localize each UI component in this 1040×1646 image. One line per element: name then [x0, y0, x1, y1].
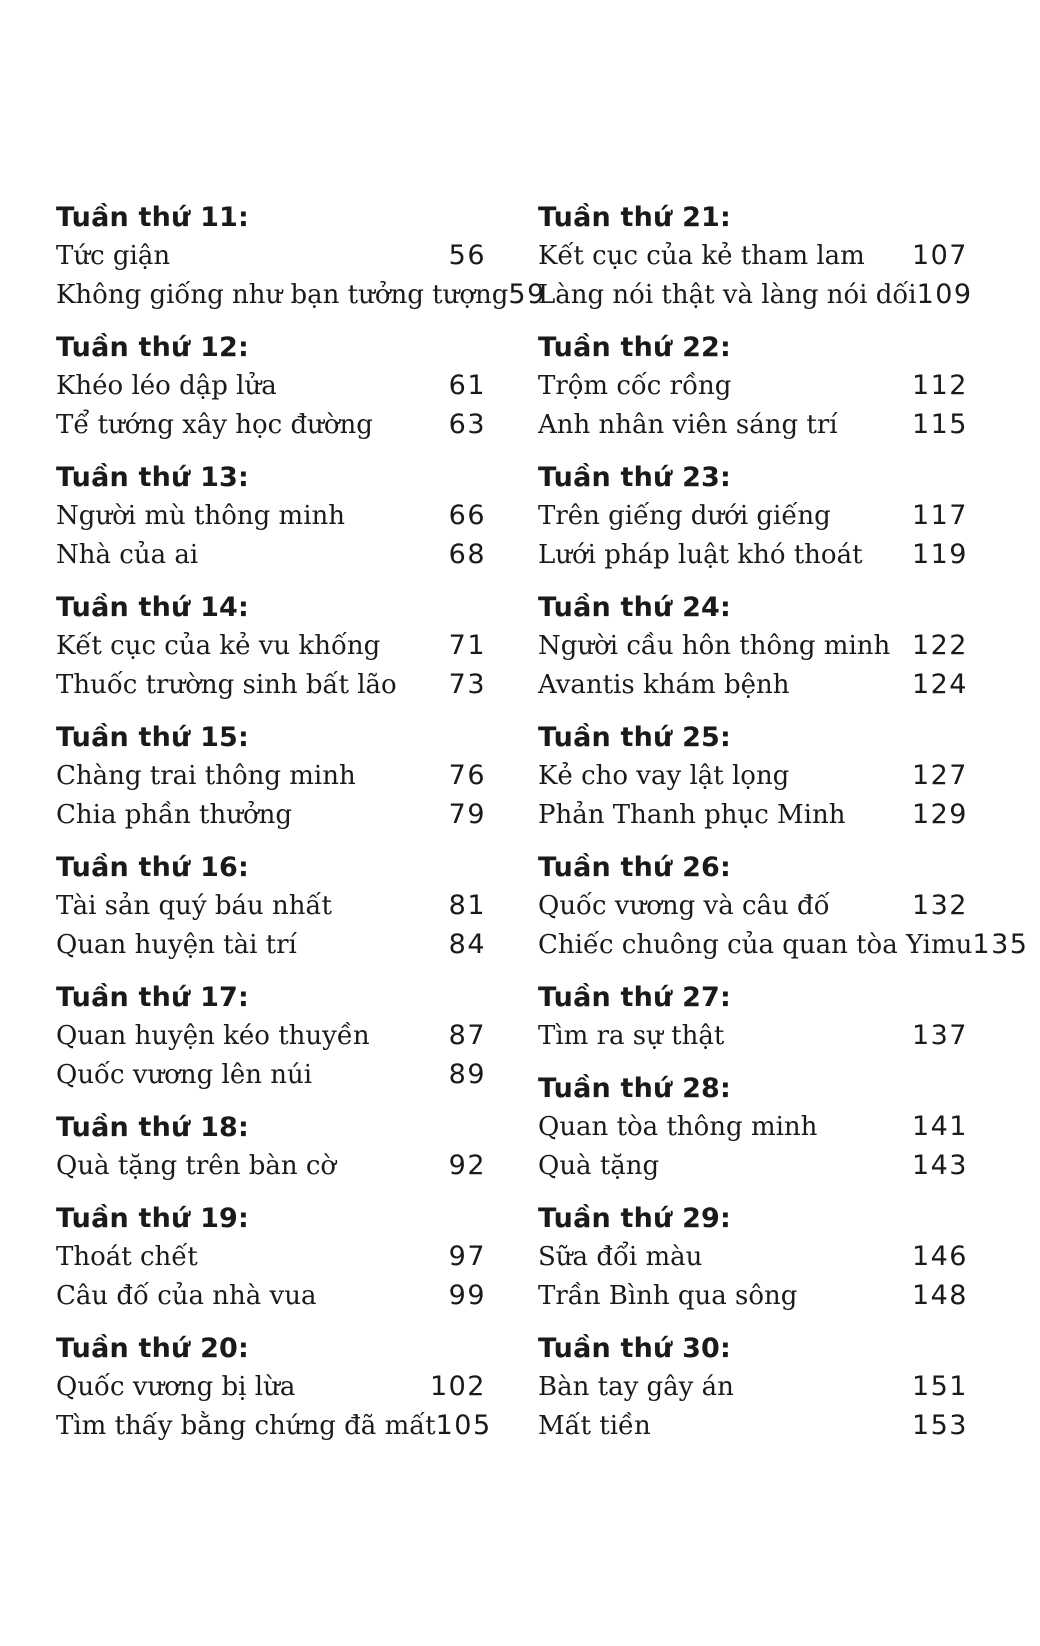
toc-week-section — [538, 980, 968, 1055]
entry-title: Quà tặng — [538, 1151, 660, 1181]
toc-week-section — [56, 460, 486, 574]
toc-week-section — [56, 1110, 486, 1185]
toc-week-section — [56, 200, 546, 314]
week-heading: Tuần thứ 13: — [56, 462, 250, 493]
toc-entry — [56, 795, 486, 834]
toc-entry — [538, 496, 968, 535]
toc-week-section — [56, 1201, 486, 1315]
entry-page-number: 56 — [448, 240, 486, 271]
entry-page-number: 129 — [911, 799, 968, 830]
entry-page-number: 102 — [429, 1371, 486, 1402]
toc-entry — [538, 1016, 968, 1055]
toc-week-section — [56, 330, 486, 444]
entry-page-number: 61 — [448, 370, 486, 401]
toc-week-section — [538, 1071, 968, 1185]
entry-page-number: 151 — [911, 1371, 968, 1402]
week-heading: Tuần thứ 19: — [56, 1203, 250, 1234]
entry-title: Người mù thông minh — [56, 501, 345, 531]
toc-entry — [56, 236, 486, 275]
entry-page-number: 146 — [911, 1241, 968, 1272]
toc-week-section — [538, 200, 973, 314]
entry-page-number: 105 — [435, 1410, 492, 1441]
toc-entry — [56, 626, 486, 665]
entry-page-number: 153 — [911, 1410, 968, 1441]
toc-entry — [538, 1406, 968, 1445]
toc-entry — [538, 665, 968, 704]
entry-page-number: 81 — [448, 890, 486, 921]
toc-week-section — [538, 330, 968, 444]
entry-page-number: 59 — [508, 279, 546, 310]
entry-page-number: 73 — [448, 669, 486, 700]
entry-title: Quốc vương bị lừa — [56, 1372, 296, 1402]
entry-title: Chàng trai thông minh — [56, 761, 356, 791]
entry-title: Người cầu hôn thông minh — [538, 631, 891, 661]
toc-entry — [56, 496, 486, 535]
entry-title: Làng nói thật và làng nói dối — [538, 280, 917, 310]
toc-week-section — [538, 1201, 968, 1315]
entry-title: Kết cục của kẻ vu khống — [56, 631, 381, 661]
entry-page-number: 97 — [448, 1241, 486, 1272]
toc-entry — [538, 236, 968, 275]
week-heading: Tuần thứ 12: — [56, 332, 250, 363]
toc-entry — [56, 405, 486, 444]
toc-entry — [56, 756, 486, 795]
week-heading: Tuần thứ 23: — [538, 462, 732, 493]
toc-entry — [56, 1146, 486, 1185]
toc-week-section — [538, 590, 968, 704]
entry-title: Quan tòa thông minh — [538, 1112, 818, 1142]
entry-page-number: 137 — [911, 1020, 968, 1051]
toc-entry — [538, 626, 968, 665]
entry-title: Khéo léo dập lửa — [56, 371, 277, 401]
toc-entry — [56, 1055, 486, 1094]
toc-entry — [56, 886, 486, 925]
entry-page-number: 143 — [911, 1150, 968, 1181]
entry-title: Quà tặng trên bàn cờ — [56, 1151, 337, 1181]
toc-entry — [56, 1367, 486, 1406]
toc-right-column — [538, 200, 1029, 1461]
week-heading: Tuần thứ 28: — [538, 1073, 732, 1104]
week-heading: Tuần thứ 17: — [56, 982, 250, 1013]
entry-page-number: 107 — [911, 240, 968, 271]
toc-week-section — [56, 850, 486, 964]
entry-page-number: 132 — [911, 890, 968, 921]
entry-page-number: 122 — [911, 630, 968, 661]
toc-entry — [538, 1276, 968, 1315]
week-heading: Tuần thứ 27: — [538, 982, 732, 1013]
entry-page-number: 119 — [911, 539, 968, 570]
toc-week-section — [56, 1331, 492, 1445]
toc-entry — [56, 275, 546, 314]
entry-page-number: 63 — [448, 409, 486, 440]
toc-left-column — [56, 200, 546, 1461]
entry-page-number: 79 — [448, 799, 486, 830]
toc-week-section — [56, 590, 486, 704]
toc-entry — [538, 1107, 968, 1146]
toc-week-section — [538, 460, 968, 574]
entry-title: Tức giận — [56, 241, 171, 271]
week-heading: Tuần thứ 20: — [56, 1333, 250, 1364]
week-heading: Tuần thứ 25: — [538, 722, 732, 753]
toc-entry — [56, 1276, 486, 1315]
entry-title: Quan huyện tài trí — [56, 930, 297, 960]
toc-entry — [538, 405, 968, 444]
toc-week-section — [538, 1331, 968, 1445]
entry-title: Chia phần thưởng — [56, 800, 293, 830]
toc-entry — [56, 366, 486, 405]
entry-page-number: 109 — [916, 279, 973, 310]
toc-entry — [56, 1237, 486, 1276]
week-heading: Tuần thứ 30: — [538, 1333, 732, 1364]
entry-title: Bàn tay gây án — [538, 1372, 734, 1402]
week-heading: Tuần thứ 15: — [56, 722, 250, 753]
toc-entry — [56, 665, 486, 704]
week-heading: Tuần thứ 11: — [56, 202, 250, 233]
entry-title: Anh nhân viên sáng trí — [538, 410, 838, 440]
entry-title: Phản Thanh phục Minh — [538, 800, 846, 830]
entry-title: Không giống như bạn tưởng tượng — [56, 280, 509, 310]
entry-page-number: 89 — [448, 1059, 486, 1090]
toc-entry — [538, 275, 973, 314]
entry-title: Lưới pháp luật khó thoát — [538, 540, 863, 570]
entry-page-number: 112 — [911, 370, 968, 401]
toc-entry — [538, 1237, 968, 1276]
entry-page-number: 66 — [448, 500, 486, 531]
entry-page-number: 117 — [911, 500, 968, 531]
entry-title: Tìm thấy bằng chứng đã mất — [56, 1411, 436, 1441]
entry-page-number: 87 — [448, 1020, 486, 1051]
toc-week-section — [538, 850, 1029, 964]
entry-page-number: 135 — [972, 929, 1029, 960]
entry-title: Câu đố của nhà vua — [56, 1281, 317, 1311]
toc-entry — [538, 886, 968, 925]
entry-page-number: 124 — [911, 669, 968, 700]
entry-title: Avantis khám bệnh — [538, 670, 790, 700]
entry-title: Trên giếng dưới giếng — [538, 501, 831, 531]
entry-title: Quốc vương lên núi — [56, 1060, 313, 1090]
entry-title: Tài sản quý báu nhất — [56, 891, 332, 921]
toc-week-section — [56, 980, 486, 1094]
toc-entry — [538, 795, 968, 834]
toc-entry — [56, 1406, 492, 1445]
entry-title: Thoát chết — [56, 1242, 198, 1272]
week-heading: Tuần thứ 16: — [56, 852, 250, 883]
toc-entry — [56, 535, 486, 574]
week-heading: Tuần thứ 18: — [56, 1112, 250, 1143]
entry-page-number: 127 — [911, 760, 968, 791]
toc-week-section — [538, 720, 968, 834]
toc-entry — [538, 756, 968, 795]
entry-title: Kẻ cho vay lật lọng — [538, 761, 790, 791]
entry-page-number: 99 — [448, 1280, 486, 1311]
week-heading: Tuần thứ 29: — [538, 1203, 732, 1234]
week-heading: Tuần thứ 21: — [538, 202, 732, 233]
entry-title: Sữa đổi màu — [538, 1242, 703, 1272]
entry-title: Tể tướng xây học đường — [56, 410, 373, 440]
entry-title: Mất tiền — [538, 1411, 651, 1441]
entry-title: Quốc vương và câu đố — [538, 891, 830, 921]
toc-entry — [538, 1367, 968, 1406]
entry-page-number: 68 — [448, 539, 486, 570]
entry-title: Kết cục của kẻ tham lam — [538, 241, 865, 271]
week-heading: Tuần thứ 14: — [56, 592, 250, 623]
entry-page-number: 84 — [448, 929, 486, 960]
entry-title: Nhà của ai — [56, 540, 199, 570]
toc-entry — [538, 366, 968, 405]
entry-page-number: 141 — [911, 1111, 968, 1142]
entry-title: Tìm ra sự thật — [538, 1021, 725, 1051]
toc-entry — [56, 925, 486, 964]
entry-title: Trần Bình qua sông — [538, 1281, 798, 1311]
entry-page-number: 76 — [448, 760, 486, 791]
entry-title: Quan huyện kéo thuyền — [56, 1021, 370, 1051]
entry-title: Thuốc trường sinh bất lão — [56, 670, 397, 700]
entry-page-number: 115 — [911, 409, 968, 440]
toc-entry — [56, 1016, 486, 1055]
entry-page-number: 92 — [448, 1150, 486, 1181]
toc-entry — [538, 1146, 968, 1185]
toc-week-section — [56, 720, 486, 834]
week-heading: Tuần thứ 22: — [538, 332, 732, 363]
entry-page-number: 71 — [448, 630, 486, 661]
entry-title: Trộm cốc rồng — [538, 371, 732, 401]
toc-entry — [538, 925, 1029, 964]
entry-page-number: 148 — [911, 1280, 968, 1311]
entry-title: Chiếc chuông của quan tòa Yimu — [538, 930, 973, 960]
week-heading: Tuần thứ 24: — [538, 592, 732, 623]
week-heading: Tuần thứ 26: — [538, 852, 732, 883]
toc-entry — [538, 535, 968, 574]
